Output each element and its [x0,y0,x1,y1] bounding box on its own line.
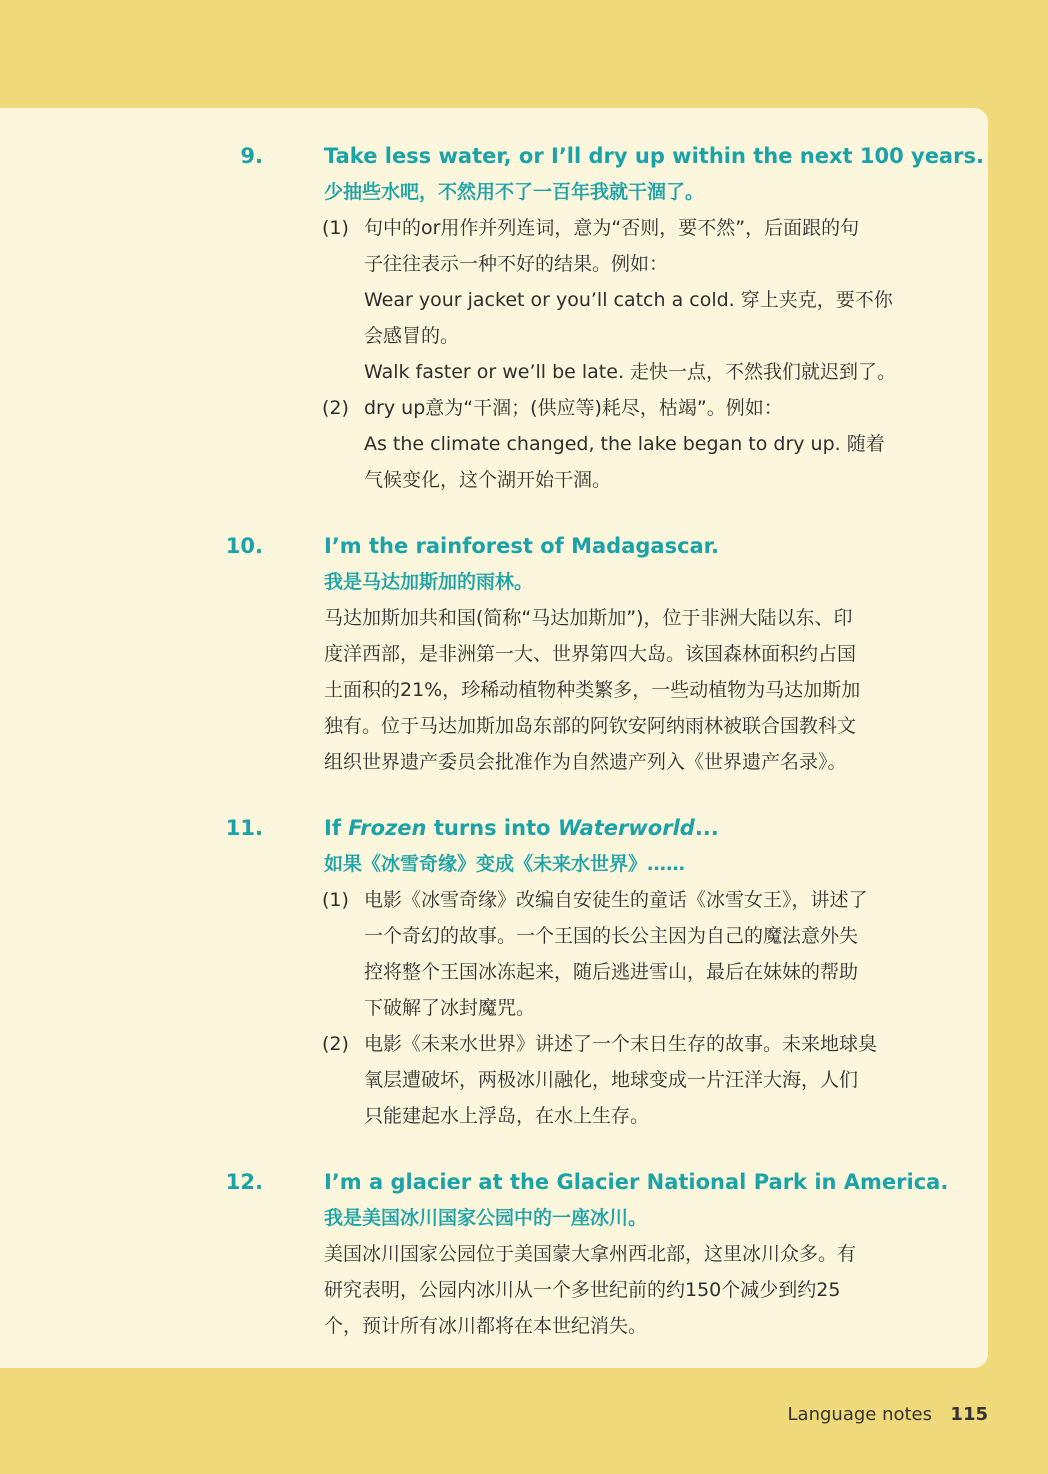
note-title-en [324,810,719,846]
note-number: 12. [225,1170,263,1194]
item-number: (2) [322,397,349,419]
note-text-line: 组织世界遗产委员会批准作为自然遗产列入《世界遗产名录》。 [324,751,847,773]
note-title-en: I’m the rainforest of Madagascar. [324,534,720,558]
note-title-zh: 如果《冰雪奇缘》变成《未来水世界》…… [324,853,686,875]
note-title-zh: 我是美国冰川国家公园中的一座冰川。 [324,1207,648,1229]
note-text-line: 土面积的21%，珍稀动植物种类繁多，一些动植物为马达加斯加 [324,679,861,701]
note-text-line: 个，预计所有冰川都将在本世纪消失。 [324,1315,648,1337]
item-number: (2) [322,1033,349,1055]
title-part: turns into [426,816,558,840]
note-text-line: 一个奇幻的故事。一个王国的长公主因为自己的魔法意外失 [364,925,859,947]
film-title: Frozen [348,816,427,840]
note-text-line: 氧层遭破坏，两极冰川融化，地球变成一片汪洋大海，人们 [364,1069,859,1091]
note-text-line: 度洋西部，是非洲第一大、世界第四大岛。该国森林面积约占国 [324,643,857,665]
item-number: (1) [322,889,349,911]
note-text-line: 电影《冰雪奇缘》改编自安徒生的童话《冰雪女王》，讲述了 [364,889,868,911]
example-sentence: 会感冒的。 [364,325,460,347]
note-number: 11. [225,816,263,840]
note-title-en: I’m a glacier at the Glacier National Park in America. [324,1170,949,1194]
note-title-en: Take less water, or I’ll dry up within the next 100 years. [324,144,984,168]
note-title-zh: 我是马达加斯加的雨林。 [324,571,534,593]
note-text-line: 只能建起水上浮岛，在水上生存。 [364,1105,650,1127]
content-panel [0,108,988,1368]
film-title: Waterworld [557,816,695,840]
note-text-line: 马达加斯加共和国(简称“马达加斯加”)，位于非洲大陆以东、印 [324,607,853,629]
note-text-line: dry up意为“干涸；(供应等)耗尽，枯竭”。例如： [364,397,783,419]
note-text-line: 句中的or用作并列连词，意为“否则，要不然”，后面跟的句 [364,217,860,239]
note-text-line: 下破解了冰封魔咒。 [364,997,536,1019]
note-text-line: 电影《未来水世界》讲述了一个末日生存的故事。未来地球臭 [364,1033,878,1055]
title-part: If [324,816,349,840]
note-text-line: 独有。位于马达加斯加岛东部的阿钦安阿纳雨林被联合国教科文 [324,715,857,737]
footer-section-label: Language notes [787,1404,932,1425]
note-text-line: 研究表明，公园内冰川从一个多世纪前的约150个减少到约25 [324,1279,841,1301]
example-sentence: 气候变化，这个湖开始干涸。 [364,469,612,491]
note-text-line: 美国冰川国家公园位于美国蒙大拿州西北部，这里冰川众多。有 [324,1243,857,1265]
example-sentence: Wear your jacket or you’ll catch a cold. 穿上夹克，要不你 [364,289,893,311]
example-sentence: Walk faster or we’ll be late. 走快一点，不然我们就迟到了。 [364,361,897,383]
item-number: (1) [322,217,349,239]
example-sentence: As the climate changed, the lake began to dry up. 随着 [364,433,885,455]
note-number: 9. [240,144,263,168]
page-number: 115 [950,1404,988,1425]
note-number: 10. [225,534,263,558]
note-text-line: 控将整个王国冰冻起来，随后逃进雪山，最后在妹妹的帮助 [364,961,859,983]
note-text-line: 子往往表示一种不好的结果。例如： [364,253,669,275]
title-part: ... [694,816,719,840]
note-title-zh: 少抽些水吧，不然用不了一百年我就干涸了。 [324,181,705,203]
